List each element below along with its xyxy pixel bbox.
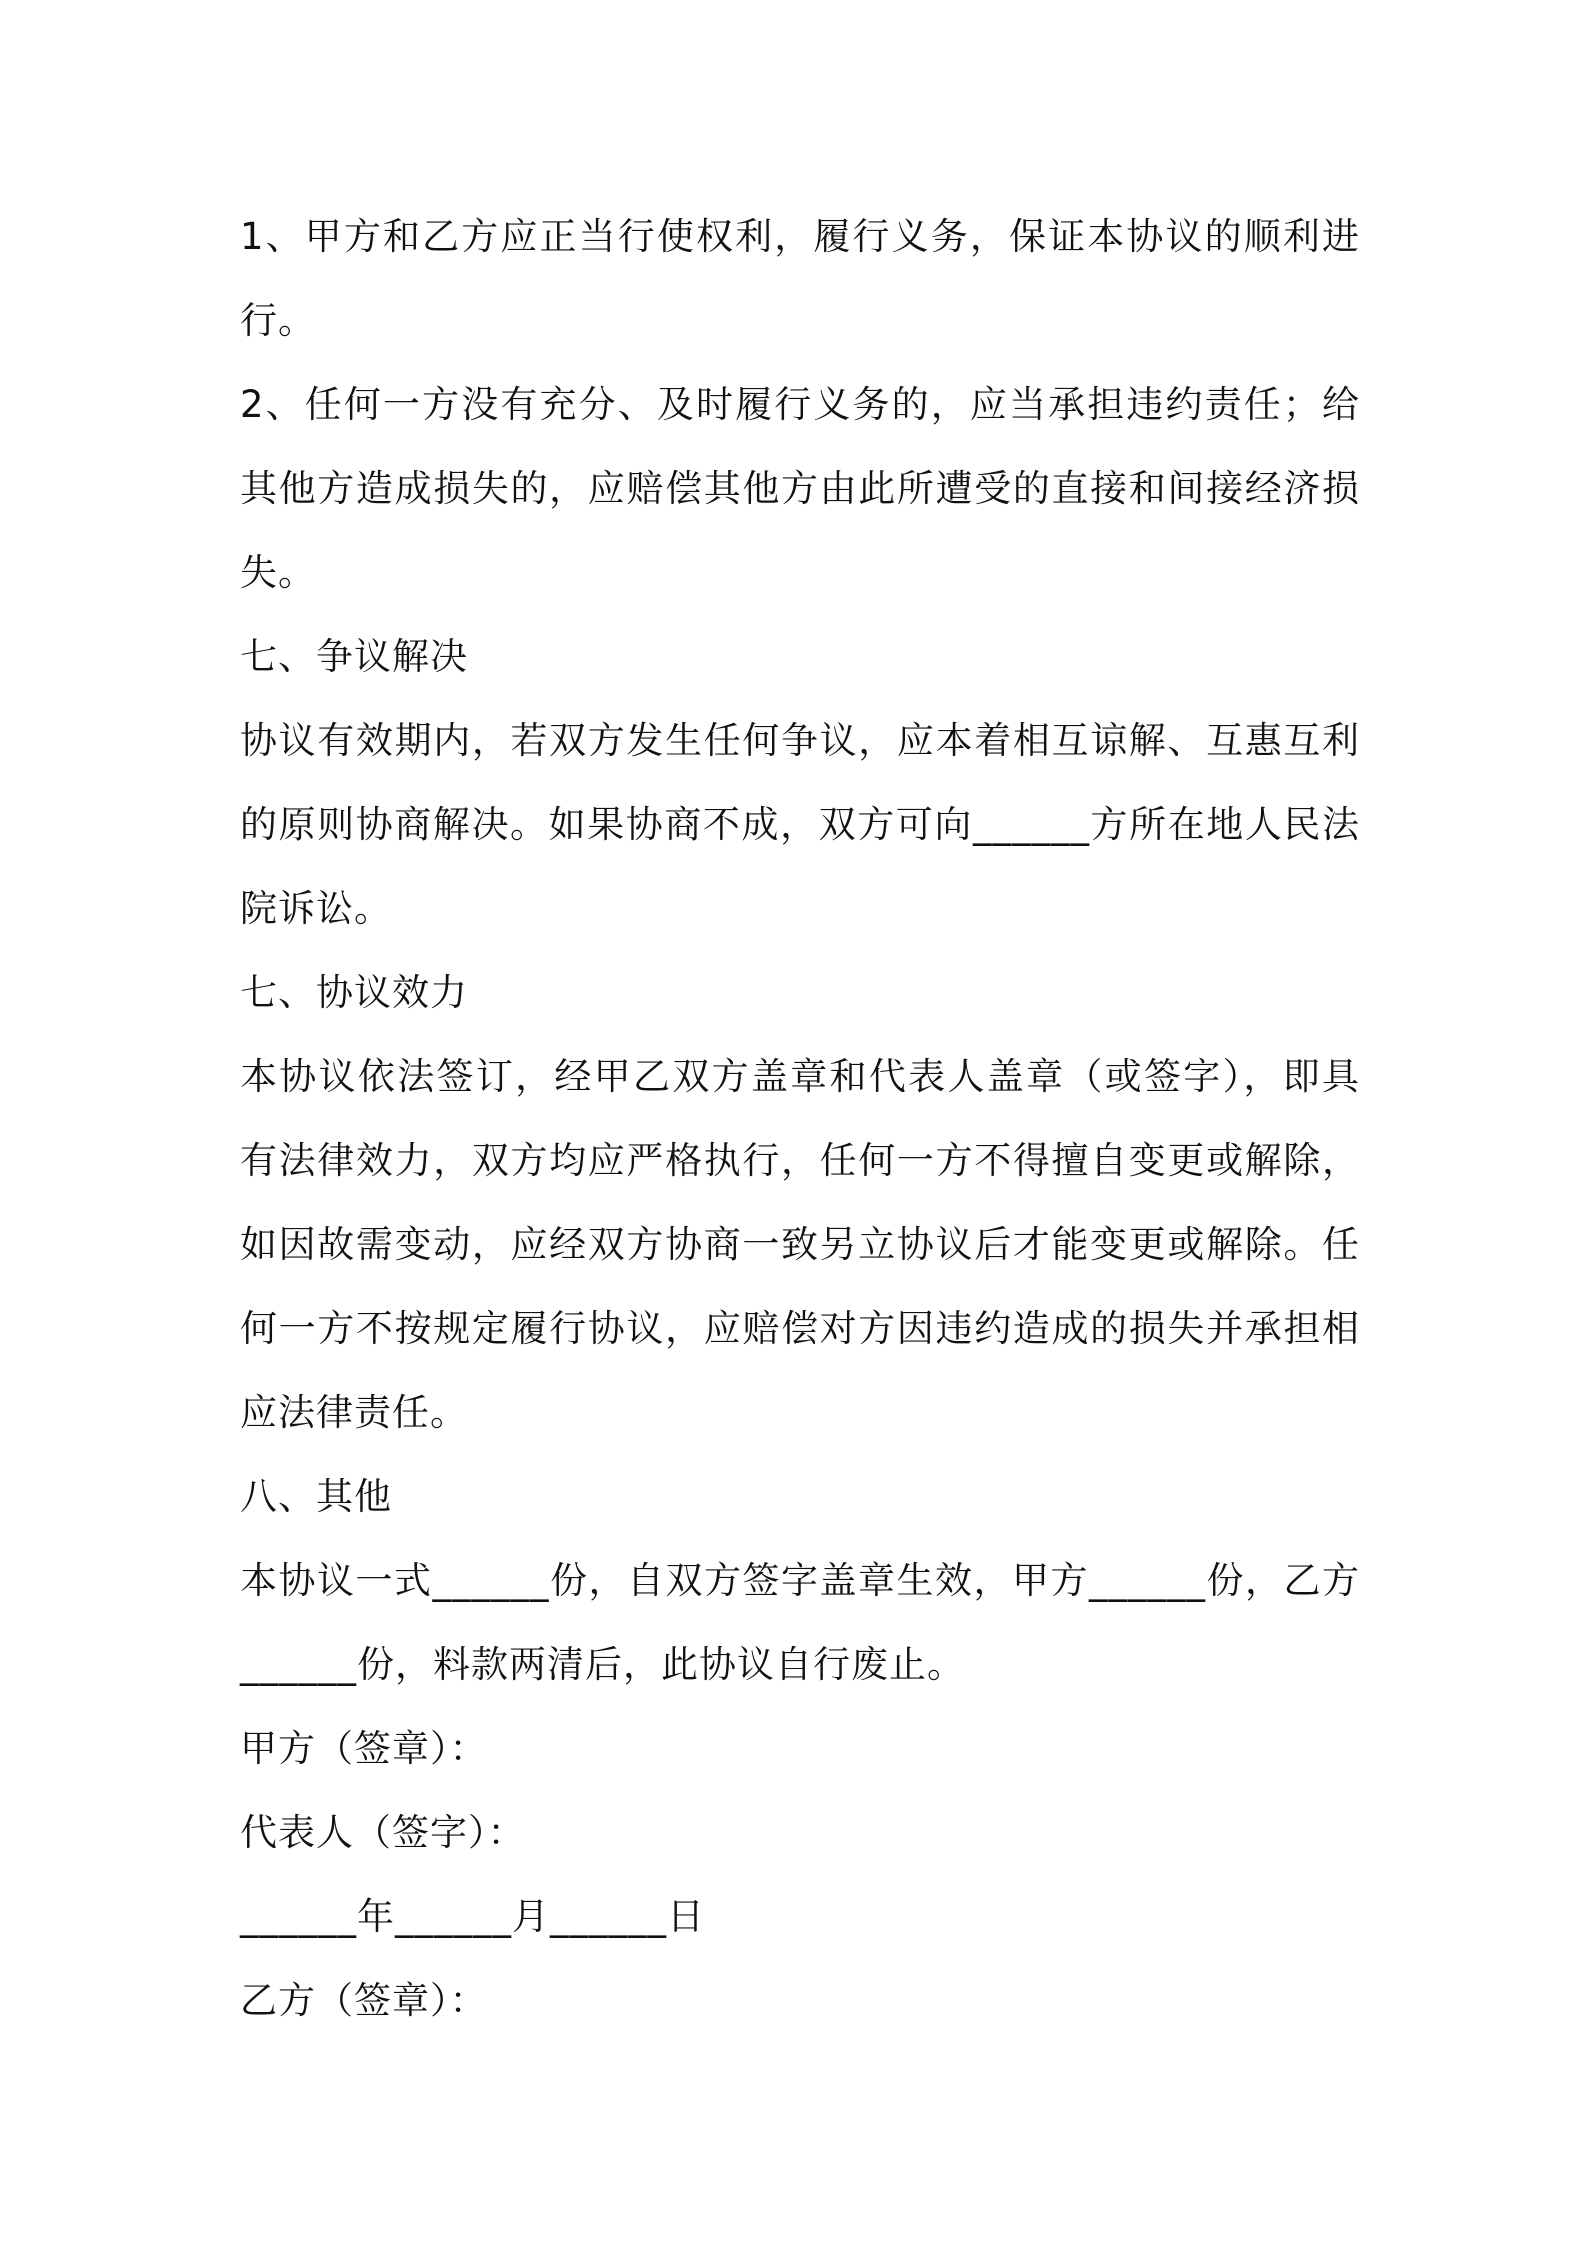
copies-text: 本协议一式______份，自双方签字盖章生效，甲方______份，乙方______份，料款两清后，此协议自行废止。 (240, 1559, 1360, 1686)
document-body (240, 195, 1360, 2043)
clause-2-breach-liability: 2、任何一方没有充分、及时履行义务的，应当承担违约责任；给其他方造成损失的，应赔偿其他方由此所遭受的直接和间接经济损失。 (240, 383, 1360, 594)
heading-agreement-validity: 七、协议效力 (240, 971, 468, 1014)
heading-other: 八、其他 (240, 1475, 392, 1518)
signing-date: ______年______月______日 (240, 1895, 705, 1938)
representative-signature: 代表人（签字）： (240, 1811, 526, 1854)
party-a-seal: 甲方（签章）： (240, 1727, 488, 1770)
party-b-seal: 乙方（签章）： (240, 1979, 488, 2022)
heading-dispute-resolution: 七、争议解决 (240, 635, 468, 678)
dispute-resolution-text: 协议有效期内，若双方发生任何争议，应本着相互谅解、互惠互利的原则协商解决。如果协商不成，双方可向______方所在地人民法院诉讼。 (240, 719, 1360, 930)
clause-1-rights-obligations: 1、甲方和乙方应正当行使权利，履行义务，保证本协议的顺利进行。 (240, 215, 1360, 342)
agreement-validity-text: 本协议依法签订，经甲乙双方盖章和代表人盖章（或签字），即具有法律效力，双方均应严格执行，任何一方不得擅自变更或解除，如因故需变动，应经双方协商一致另立协议后才能变更或解除。任何一方不按规定履行协议，应赔偿对方因违约造成的损失并承担相应法律责任。 (240, 1055, 1360, 1434)
